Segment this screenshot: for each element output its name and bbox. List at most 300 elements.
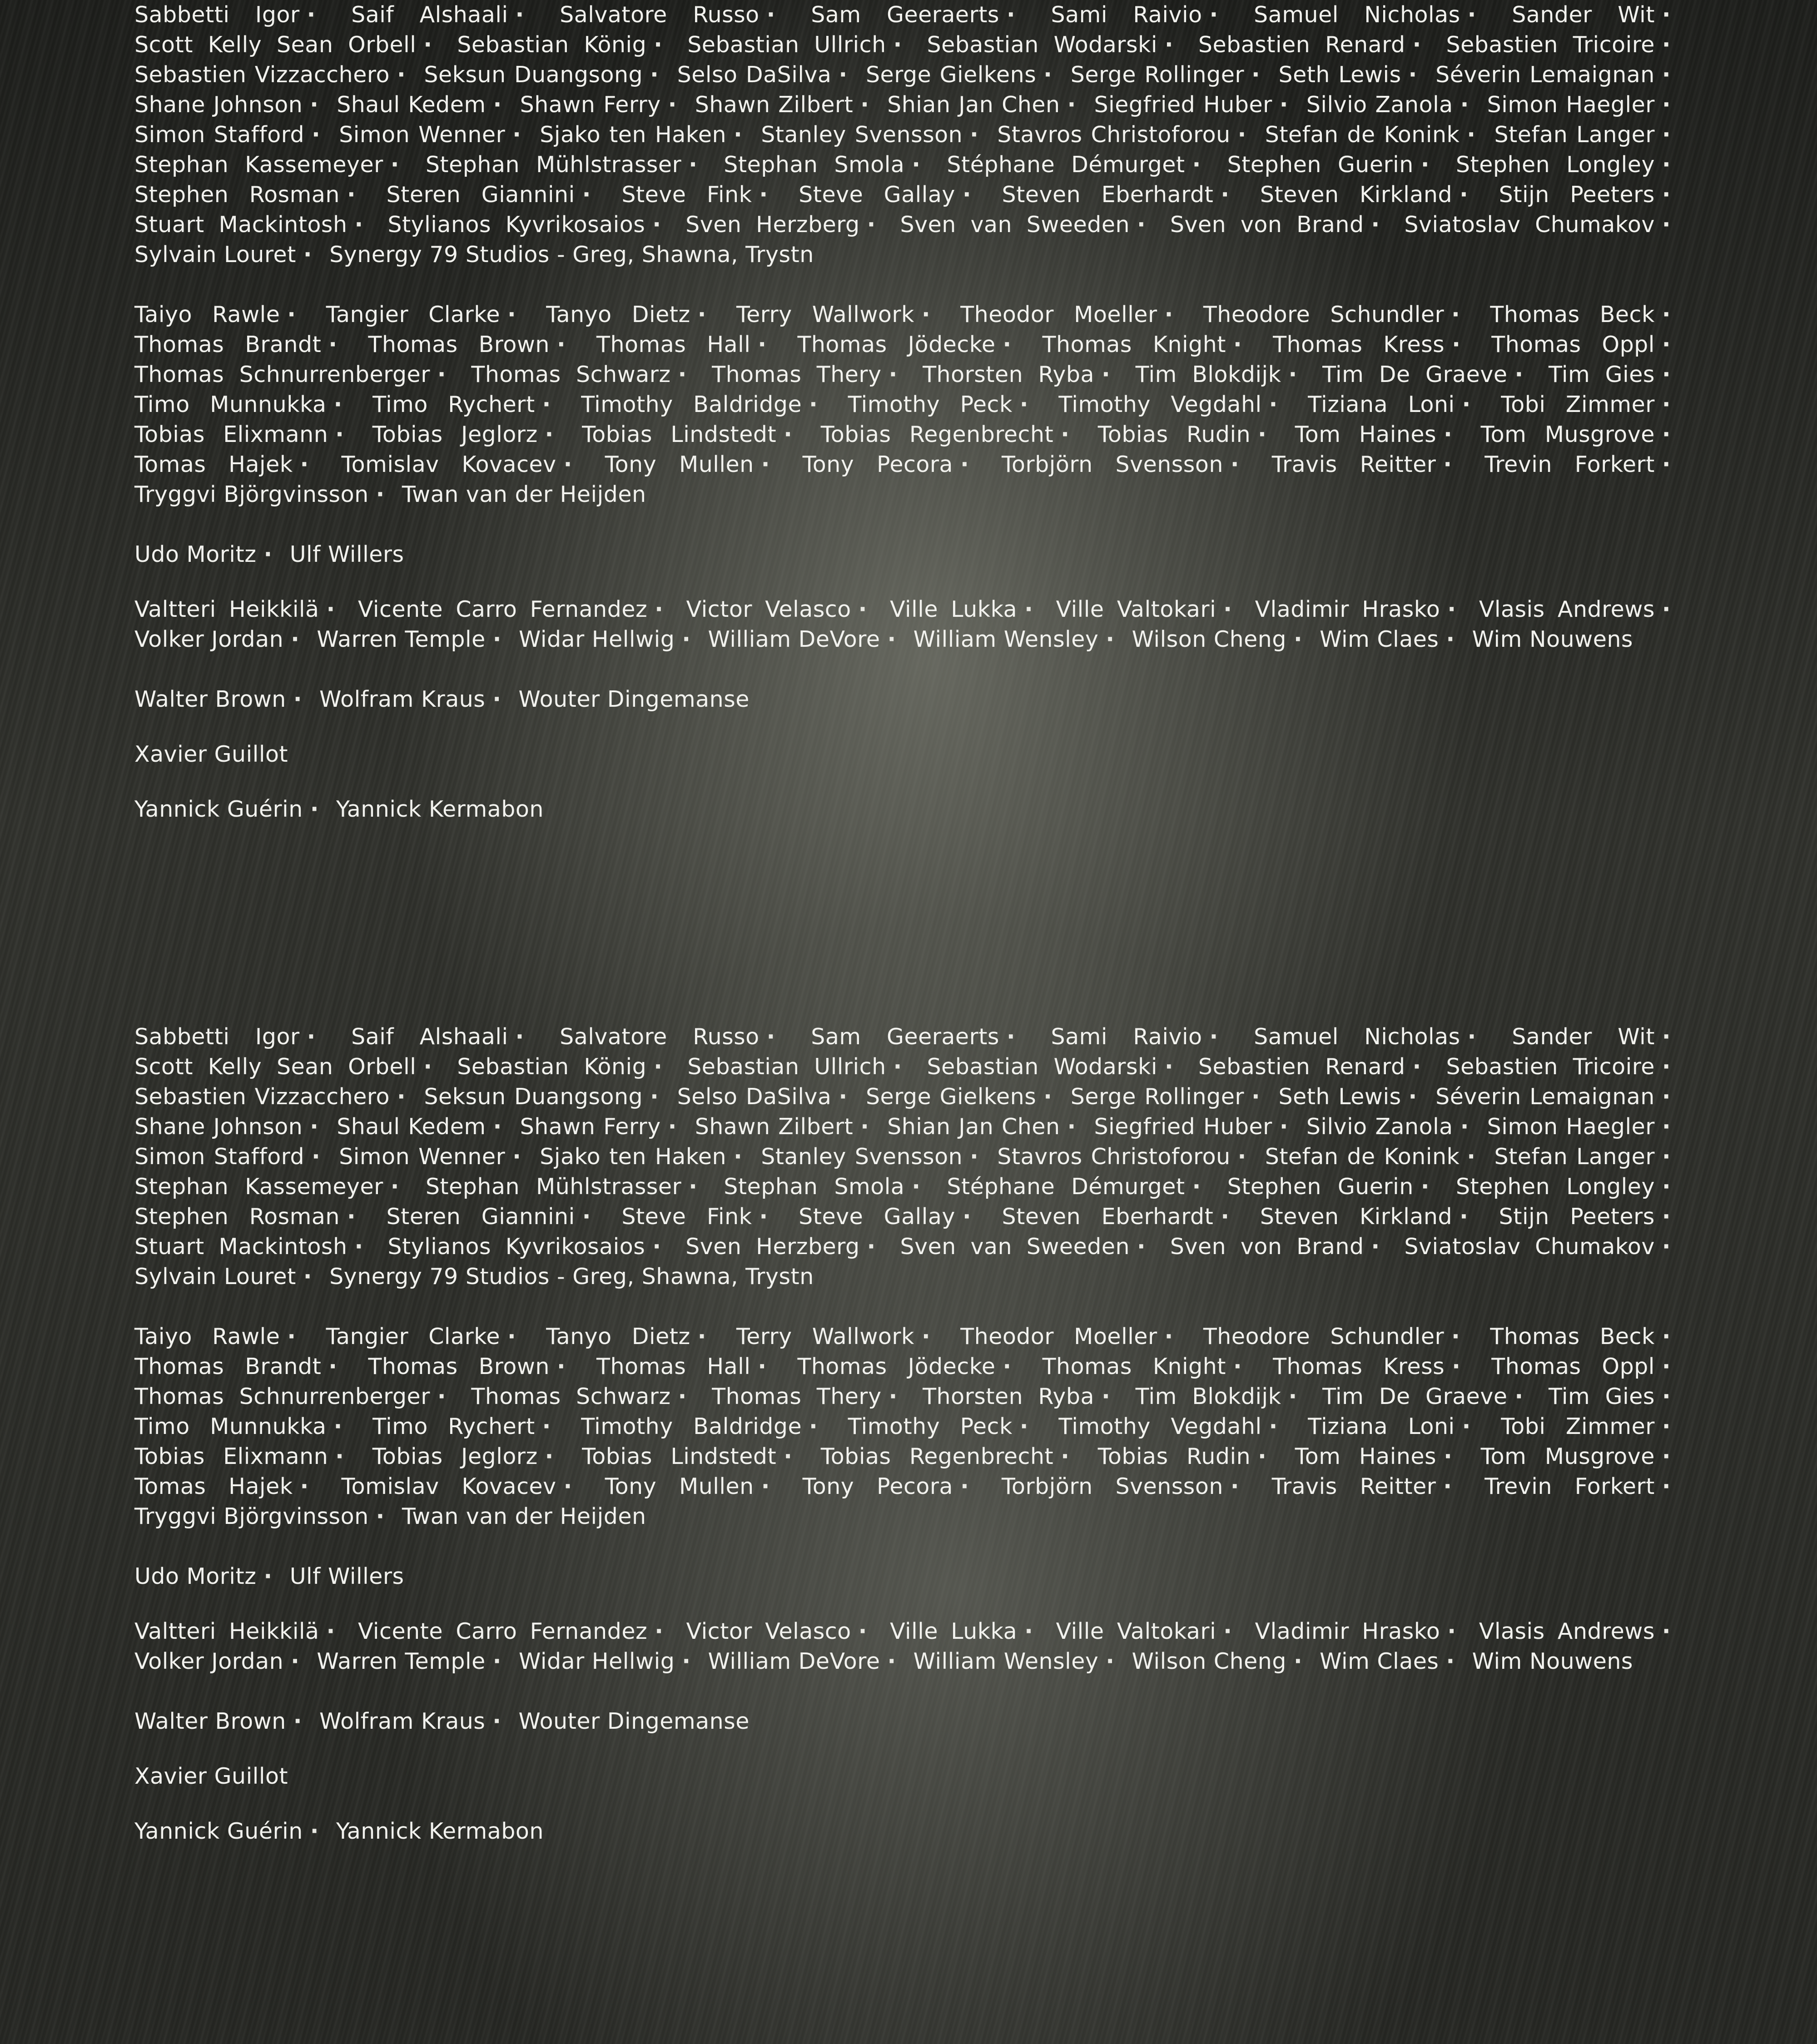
name-separator: · [1514, 362, 1524, 387]
name-separator: · [1137, 1234, 1146, 1260]
name-separator: · [668, 1114, 677, 1140]
name-separator: · [556, 332, 566, 357]
name-separator: · [962, 1204, 972, 1230]
name-separator: · [809, 1414, 818, 1439]
name-separator: · [1662, 1024, 1671, 1050]
credit-name: Yannick Kermabon [336, 1818, 544, 1844]
credit-name: Thomas Hall [596, 1354, 751, 1379]
name-separator: · [1043, 1084, 1052, 1110]
name-separator: · [1662, 182, 1671, 208]
name-separator: · [1106, 1648, 1115, 1674]
credit-name: Sjako ten Haken [540, 1144, 727, 1170]
name-separator: · [689, 152, 698, 178]
credit-name: Serge Gielkens [865, 1084, 1037, 1110]
credit-name: Ulf Willers [289, 1563, 404, 1589]
name-separator: · [300, 451, 309, 477]
name-separator: · [423, 1054, 432, 1080]
credit-name: Steve Gallay [799, 1204, 955, 1230]
name-separator: · [867, 1234, 876, 1260]
name-separator: · [507, 1324, 516, 1349]
name-separator: · [1662, 212, 1671, 238]
name-separator: · [1467, 122, 1476, 148]
credit-name: Salvatore Russo [560, 2, 760, 28]
credit-name: Travis Reitter [1271, 451, 1436, 477]
credit-name: Shian Jan Chen [887, 92, 1060, 118]
credit-name: Sven Herzberg [685, 1234, 860, 1260]
credit-name: Xavier Guillot [134, 1763, 288, 1789]
name-separator: · [542, 392, 551, 417]
credit-name: Saif Alshaali [351, 2, 508, 28]
credit-name: Thomas Knight [1042, 1354, 1226, 1379]
credit-name: Travis Reitter [1271, 1473, 1436, 1499]
name-separator: · [766, 2, 775, 28]
name-separator: · [1003, 332, 1012, 357]
credit-name: Sven Herzberg [685, 212, 860, 238]
credit-name: Seksun Duangsong [424, 1084, 643, 1110]
credit-name: Sebastian Wodarski [927, 32, 1157, 58]
credits-section-x [134, 739, 1681, 769]
credit-name: Sander Wit [1512, 1024, 1655, 1050]
credit-name: Victor Velasco [686, 596, 851, 622]
credit-name: Sviatoslav Chumakov [1404, 212, 1655, 238]
credit-name: Salvatore Russo [560, 1024, 760, 1050]
name-separator: · [652, 1234, 661, 1260]
credit-name: Sylvain Louret [134, 1264, 296, 1290]
name-separator: · [326, 596, 335, 622]
credit-name: Ville Valtokari [1056, 596, 1216, 622]
credit-name: Stephan Mühlstrasser [425, 152, 682, 178]
credits-section-v [134, 1617, 1681, 1677]
credit-name: Thomas Brown [368, 332, 550, 357]
name-separator: · [761, 1473, 770, 1499]
credits-section-t [134, 300, 1681, 510]
name-separator: · [328, 1354, 338, 1379]
name-separator: · [839, 1084, 848, 1110]
credit-name: Tobias Lindstedt [582, 1444, 777, 1469]
credit-name: Stephen Guerin [1227, 152, 1414, 178]
name-separator: · [1662, 1144, 1671, 1170]
name-separator: · [492, 686, 501, 712]
credit-name: Tony Mullen [605, 1473, 754, 1499]
credit-name: Simon Haegler [1487, 1114, 1655, 1140]
name-separator: · [809, 392, 818, 417]
credit-name: Tobias Rudin [1097, 422, 1251, 447]
credit-name: Sven van Sweeden [900, 212, 1130, 238]
name-separator: · [860, 92, 869, 118]
name-separator: · [545, 422, 554, 447]
credit-name: Timo Rychert [372, 392, 535, 417]
credit-name: Thomas Oppl [1491, 332, 1655, 357]
credit-name: Tim De Graeve [1322, 1384, 1508, 1409]
credit-name: Stephan Mühlstrasser [425, 1174, 682, 1200]
name-separator: · [962, 182, 972, 208]
name-separator: · [1412, 1054, 1421, 1080]
name-separator: · [582, 182, 591, 208]
name-separator: · [293, 686, 302, 712]
name-separator: · [335, 1444, 344, 1469]
credit-name: Sabbetti Igor [134, 1024, 300, 1050]
name-separator: · [1452, 332, 1461, 357]
credit-name: Stavros Christoforou [997, 1144, 1231, 1170]
name-separator: · [678, 1384, 687, 1409]
name-separator: · [1258, 422, 1267, 447]
name-separator: · [1293, 1648, 1303, 1674]
name-separator: · [858, 596, 867, 622]
name-separator: · [1662, 1473, 1671, 1499]
credit-name: Thomas Kress [1273, 1354, 1445, 1379]
credit-name: Timo Munnukka [134, 1414, 327, 1439]
name-separator: · [512, 122, 521, 148]
credit-name: Thomas Kress [1273, 332, 1445, 357]
name-separator: · [1230, 451, 1239, 477]
credit-name: William Wensley [913, 626, 1099, 652]
credit-name: Tim Gies [1549, 362, 1655, 387]
credit-name: Sebastien Renard [1198, 1054, 1405, 1080]
name-separator: · [287, 302, 296, 327]
name-separator: · [1251, 62, 1261, 88]
name-separator: · [1230, 1473, 1239, 1499]
credit-name: Yannick Kermabon [336, 796, 544, 822]
name-separator: · [1237, 122, 1246, 148]
credit-name: Tryggvi Björgvinsson [134, 481, 369, 507]
credit-name: Stijn Peeters [1499, 182, 1655, 208]
name-separator: · [1662, 122, 1671, 148]
name-separator: · [1662, 1114, 1671, 1140]
credit-name: Ville Lukka [890, 596, 1018, 622]
name-separator: · [784, 1444, 793, 1469]
credit-name: Tom Musgrove [1480, 422, 1655, 447]
name-separator: · [1024, 1618, 1033, 1644]
name-separator: · [492, 1648, 501, 1674]
credit-name: William DeVore [708, 626, 880, 652]
name-separator: · [492, 1708, 501, 1734]
credit-name: Vlasis Andrews [1479, 1618, 1655, 1644]
credit-name: Shawn Zilbert [695, 92, 854, 118]
name-separator: · [376, 481, 385, 507]
name-separator: · [1006, 1024, 1016, 1050]
name-separator: · [354, 1234, 363, 1260]
name-separator: · [1233, 332, 1242, 357]
credit-name: Theodor Moeller [960, 1324, 1157, 1349]
credit-name: Thomas Brandt [134, 1354, 322, 1379]
credit-name: Tobias Regenbrecht [820, 1444, 1054, 1469]
credit-name: Stanley Svensson [761, 1144, 963, 1170]
name-separator: · [1106, 626, 1115, 652]
name-separator: · [1269, 392, 1278, 417]
credit-name: Xavier Guillot [134, 741, 288, 767]
name-separator: · [1460, 1114, 1469, 1140]
credit-name: Thomas Thery [712, 1384, 882, 1409]
name-separator: · [689, 1174, 698, 1200]
name-separator: · [1043, 62, 1052, 88]
credit-name: Thomas Schnurrenberger [134, 1384, 430, 1409]
name-separator: · [1443, 1473, 1452, 1499]
credit-name: Torbjörn Svensson [1001, 451, 1223, 477]
credit-name: Sviatoslav Chumakov [1404, 1234, 1655, 1260]
credit-name: Vladimir Hrasko [1255, 596, 1440, 622]
credit-name: Seth Lewis [1278, 62, 1401, 88]
credit-name: Sebastien Tricoire [1446, 1054, 1655, 1080]
credit-name: Tobias Elixmann [134, 1444, 328, 1469]
credits-section-s [134, 1022, 1681, 1292]
credit-name: Stefan de Konink [1265, 122, 1460, 148]
credit-name: Stefan Langer [1494, 122, 1655, 148]
name-separator: · [1662, 451, 1671, 477]
credit-name: Timothy Baldridge [581, 1414, 802, 1439]
credit-name: Silvio Zanola [1306, 92, 1453, 118]
name-separator: · [390, 1174, 399, 1200]
name-separator: · [654, 1054, 663, 1080]
credit-name: Shawn Ferry [520, 92, 661, 118]
credit-name: Thomas Jödecke [797, 332, 996, 357]
name-separator: · [303, 1264, 313, 1290]
name-separator: · [507, 302, 516, 327]
name-separator: · [1447, 1618, 1456, 1644]
credit-name: Torbjörn Svensson [1001, 1473, 1223, 1499]
name-separator: · [397, 1084, 406, 1110]
credit-name: Stephan Smola [724, 1174, 905, 1200]
name-separator: · [1662, 92, 1671, 118]
name-separator: · [1460, 182, 1469, 208]
name-separator: · [1371, 1234, 1380, 1260]
name-separator: · [652, 212, 661, 238]
name-separator: · [542, 1414, 551, 1439]
credit-name: Stephen Longley [1455, 1174, 1655, 1200]
credit-name: Stefan Langer [1494, 1144, 1655, 1170]
name-separator: · [493, 92, 502, 118]
name-separator: · [734, 122, 743, 148]
name-separator: · [354, 212, 363, 238]
credit-name: Volker Jordan [134, 1648, 284, 1674]
credit-name: Wim Nouwens [1472, 626, 1633, 652]
name-separator: · [1460, 1204, 1469, 1230]
name-separator: · [1293, 626, 1303, 652]
name-separator: · [1662, 302, 1671, 327]
name-separator: · [1662, 332, 1671, 357]
credit-name: Serge Rollinger [1070, 62, 1244, 88]
name-separator: · [1662, 1414, 1671, 1439]
credit-name: Shane Johnson [134, 1114, 303, 1140]
name-separator: · [437, 362, 446, 387]
credit-name: Sven von Brand [1170, 212, 1364, 238]
name-separator: · [1662, 1444, 1671, 1469]
name-separator: · [1452, 1354, 1461, 1379]
name-separator: · [1408, 1084, 1417, 1110]
name-separator: · [761, 451, 770, 477]
credit-name: Tanyo Dietz [546, 1324, 690, 1349]
credit-name: Shaul Kedem [337, 1114, 486, 1140]
credit-name: Tobias Lindstedt [582, 422, 777, 447]
credit-name: Sam Geeraerts [811, 2, 999, 28]
credit-name: Tobi Zimmer [1501, 1414, 1655, 1439]
name-separator: · [1446, 626, 1455, 652]
credit-name: Thomas Brandt [134, 332, 322, 357]
name-separator: · [1662, 1204, 1671, 1230]
name-separator: · [291, 626, 300, 652]
name-separator: · [1514, 1384, 1524, 1409]
credit-name: Synergy 79 Studios - Greg, Shawna, Trystn [329, 242, 814, 268]
name-separator: · [563, 1473, 572, 1499]
name-separator: · [766, 1024, 775, 1050]
credit-name: Stephan Smola [724, 152, 905, 178]
name-separator: · [310, 92, 319, 118]
credit-name: Wilson Cheng [1132, 1648, 1286, 1674]
credit-name: Simon Stafford [134, 1144, 305, 1170]
name-separator: · [1662, 152, 1671, 178]
credit-name: Shawn Zilbert [695, 1114, 854, 1140]
credit-name: Stephen Guerin [1227, 1174, 1414, 1200]
credit-name: Siegfried Huber [1094, 1114, 1272, 1140]
name-separator: · [1137, 212, 1146, 238]
name-separator: · [291, 1648, 300, 1674]
credit-name: Selso DaSilva [677, 62, 832, 88]
name-separator: · [1279, 92, 1288, 118]
credit-name: Vicente Carro Fernandez [357, 1618, 648, 1644]
name-separator: · [1192, 152, 1201, 178]
credit-name: Thorsten Ryba [923, 1384, 1095, 1409]
credit-name: Thomas Brown [368, 1354, 550, 1379]
credit-name: Taiyo Rawle [134, 1324, 280, 1349]
credit-name: Wim Claes [1320, 626, 1439, 652]
credit-name: Tomas Hajek [134, 451, 293, 477]
name-separator: · [287, 1324, 296, 1349]
name-separator: · [1451, 302, 1460, 327]
credit-name: Tobias Jeglorz [372, 1444, 538, 1469]
name-separator: · [1006, 2, 1016, 28]
name-separator: · [1269, 1414, 1278, 1439]
credit-name: Thomas Schnurrenberger [134, 362, 430, 387]
credit-name: Thomas Thery [712, 362, 882, 387]
credit-name: Selso DaSilva [677, 1084, 832, 1110]
credit-name: Stylianos Kyvrikosaios [387, 1234, 645, 1260]
name-separator: · [734, 1144, 743, 1170]
credit-name: Tiziana Loni [1308, 1414, 1455, 1439]
credit-name: Sylvain Louret [134, 242, 296, 268]
credit-name: Stephan Kassemeyer [134, 1174, 383, 1200]
credit-name: William Wensley [913, 1648, 1099, 1674]
credit-name: Wolfram Kraus [319, 686, 486, 712]
name-separator: · [860, 1114, 869, 1140]
credit-name: Timothy Vegdahl [1058, 1414, 1262, 1439]
name-separator: · [887, 626, 896, 652]
credit-name: Widar Hellwig [518, 1648, 675, 1674]
credit-name: Steven Kirkland [1260, 1204, 1453, 1230]
name-separator: · [1446, 1648, 1455, 1674]
credits-section-u [134, 540, 1681, 570]
credit-name: Tomas Hajek [134, 1473, 293, 1499]
name-separator: · [335, 422, 344, 447]
name-separator: · [1447, 596, 1456, 622]
credits-section-y [134, 794, 1681, 824]
name-separator: · [655, 1618, 664, 1644]
credit-name: Stijn Peeters [1499, 1204, 1655, 1230]
credit-name: Sebastian Wodarski [927, 1054, 1157, 1080]
name-separator: · [1164, 1054, 1174, 1080]
credit-name: Samuel Nicholas [1254, 1024, 1460, 1050]
name-separator: · [1467, 1024, 1476, 1050]
name-separator: · [867, 212, 876, 238]
credit-name: Tiziana Loni [1308, 392, 1455, 417]
credit-name: Theodore Schundler [1203, 302, 1445, 327]
credit-name: Tobias Regenbrecht [820, 422, 1054, 447]
name-separator: · [893, 32, 902, 58]
name-separator: · [310, 1818, 319, 1844]
name-separator: · [303, 242, 313, 268]
name-separator: · [1662, 1174, 1671, 1200]
credit-name: Timothy Baldridge [581, 392, 802, 417]
credit-name: Seksun Duangsong [424, 62, 643, 88]
name-separator: · [1408, 62, 1417, 88]
credit-name: Volker Jordan [134, 626, 284, 652]
name-separator: · [1251, 1084, 1261, 1110]
credits-block-lower [134, 1022, 1681, 1871]
credit-name: Silvio Zanola [1306, 1114, 1453, 1140]
name-separator: · [545, 1444, 554, 1469]
credit-name: Steve Fink [621, 182, 752, 208]
name-separator: · [1192, 1174, 1201, 1200]
credit-name: Timothy Peck [848, 1414, 1013, 1439]
credits-section-s [134, 0, 1681, 270]
credit-name: Tim Gies [1549, 1384, 1655, 1409]
credit-name: Udo Moritz [134, 1563, 257, 1589]
name-separator: · [682, 1648, 691, 1674]
name-separator: · [1221, 1204, 1230, 1230]
name-separator: · [1662, 362, 1671, 387]
credit-name: Tobias Rudin [1097, 1444, 1251, 1469]
credit-name: Thorsten Ryba [923, 362, 1095, 387]
credit-name: Tomislav Kovacev [341, 1473, 556, 1499]
name-separator: · [397, 62, 406, 88]
credit-name: Ville Lukka [890, 1618, 1018, 1644]
name-separator: · [1102, 1384, 1111, 1409]
credit-name: Widar Hellwig [518, 626, 675, 652]
name-separator: · [970, 1144, 979, 1170]
credit-name: Twan van der Heijden [402, 1503, 646, 1529]
credit-name: Stuart Mackintosh [134, 212, 348, 238]
name-separator: · [263, 541, 273, 567]
name-separator: · [390, 152, 399, 178]
credit-name: Stylianos Kyvrikosaios [387, 212, 645, 238]
credit-name: Twan van der Heijden [402, 481, 646, 507]
credit-name: Stefan de Konink [1265, 1144, 1460, 1170]
name-separator: · [312, 1144, 321, 1170]
credit-name: Wouter Dingemanse [518, 1708, 750, 1734]
credit-name: Scott Kelly Sean Orbell [134, 32, 417, 58]
credit-name: Steve Fink [621, 1204, 752, 1230]
name-separator: · [347, 182, 356, 208]
name-separator: · [1460, 92, 1469, 118]
credit-name: Tom Haines [1295, 422, 1437, 447]
credits-section-v [134, 595, 1681, 655]
credit-name: Terry Wallwork [736, 1324, 914, 1349]
credit-name: Seth Lewis [1278, 1084, 1401, 1110]
name-separator: · [347, 1204, 356, 1230]
name-separator: · [887, 1648, 896, 1674]
credit-name: Valtteri Heikkilä [134, 596, 319, 622]
name-separator: · [858, 1618, 867, 1644]
name-separator: · [784, 422, 793, 447]
credit-name: Wouter Dingemanse [518, 686, 750, 712]
name-separator: · [1662, 1384, 1671, 1409]
name-separator: · [1019, 1414, 1028, 1439]
name-separator: · [893, 1054, 902, 1080]
name-separator: · [650, 62, 659, 88]
name-separator: · [668, 92, 677, 118]
credit-name: Stephen Rosman [134, 1204, 340, 1230]
credit-name: Sebastien Renard [1198, 32, 1405, 58]
credit-name: Tim Blokdijk [1135, 362, 1281, 387]
name-separator: · [1024, 596, 1033, 622]
